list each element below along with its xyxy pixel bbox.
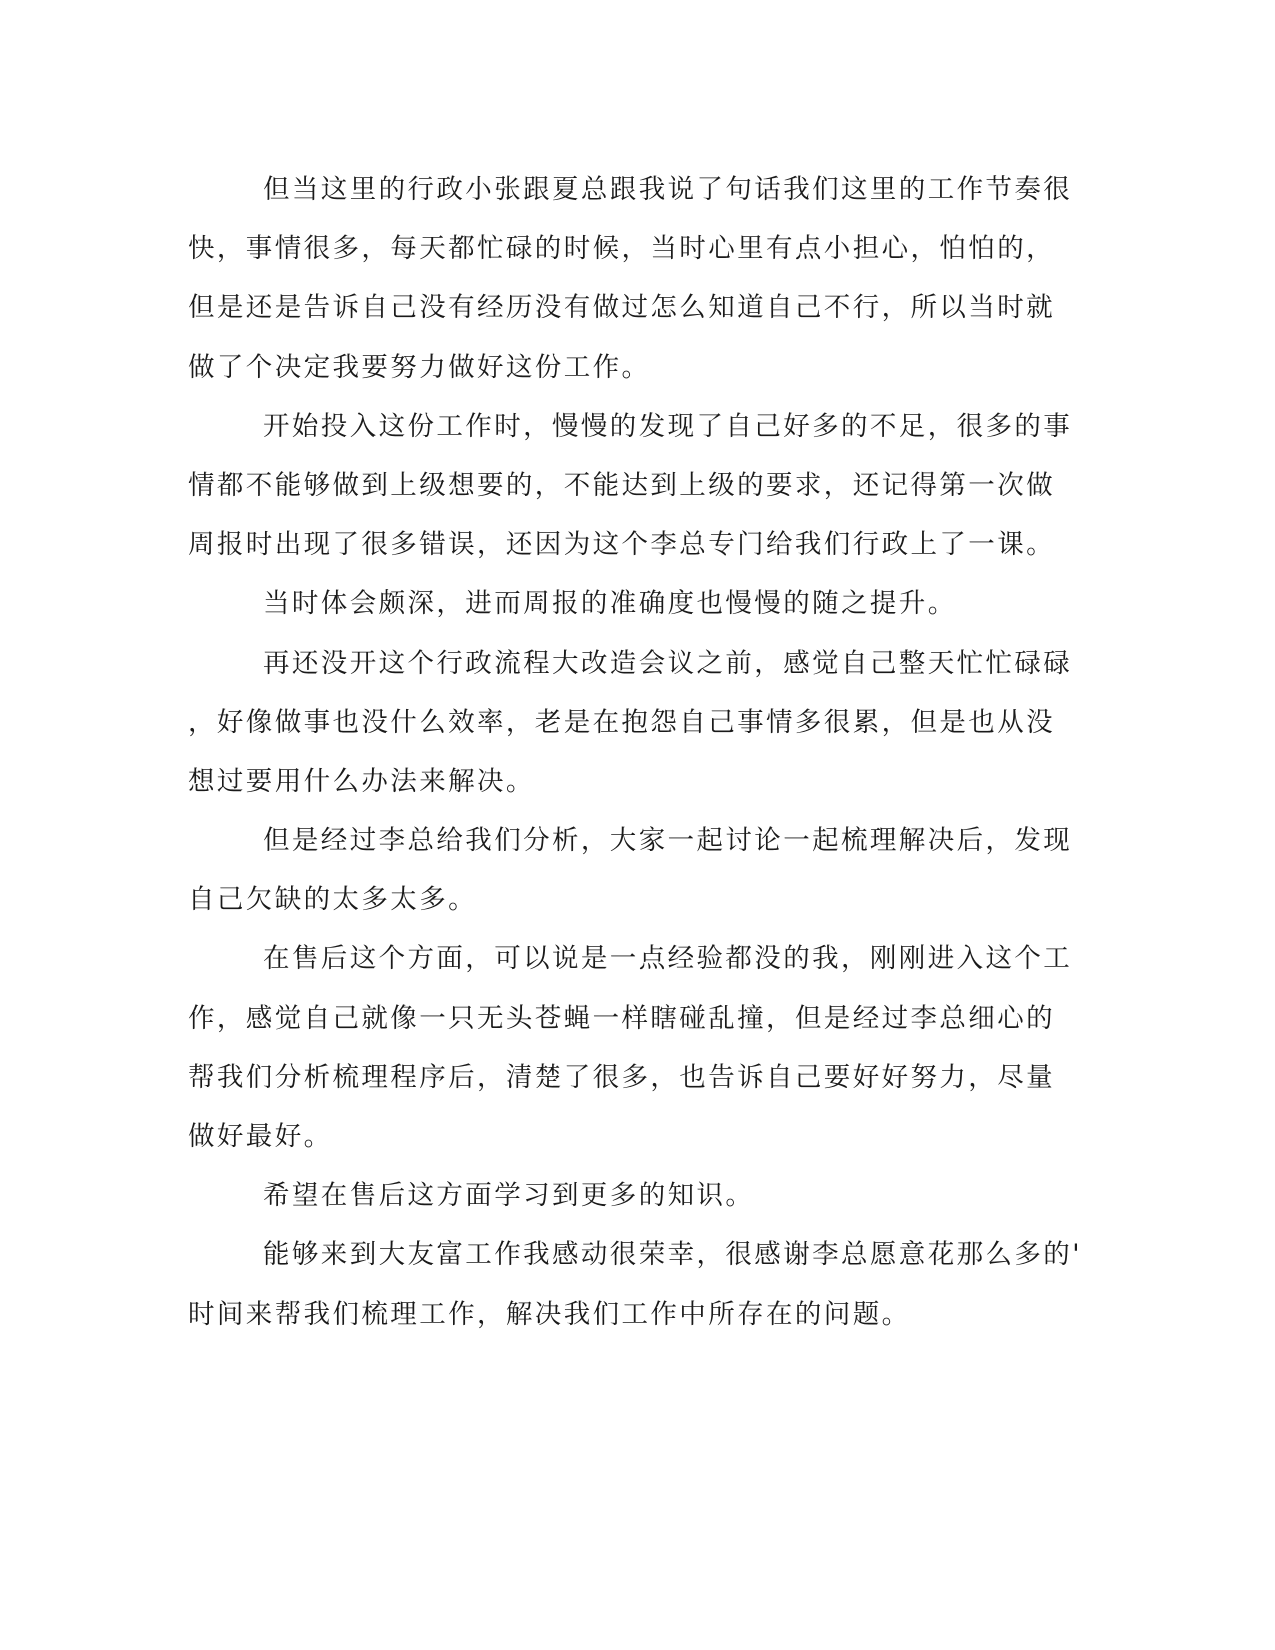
text-line: 再还没开这个行政流程大改造会议之前，感觉自己整天忙忙碌碌	[263, 647, 1073, 679]
text-line: 作，感觉自己就像一只无头苍蝇一样瞎碰乱撞，但是经过李总细心的	[188, 1002, 1055, 1034]
text-line: 时间来帮我们梳理工作，解决我们工作中所存在的问题。	[188, 1298, 911, 1330]
text-line: 当时体会颇深，进而周报的准确度也慢慢的随之提升。	[263, 588, 957, 620]
text-line: 周报时出现了很多错误，还因为这个李总专门给我们行政上了一课。	[188, 529, 1055, 561]
text-line: 想过要用什么办法来解决。	[188, 765, 535, 797]
text-line: 情都不能够做到上级想要的，不能达到上级的要求，还记得第一次做	[188, 469, 1055, 501]
text-line: ，好像做事也没什么效率，老是在抱怨自己事情多很累，但是也从没	[188, 706, 1055, 738]
text-line: 但是经过李总给我们分析，大家一起讨论一起梳理解决后，发现	[263, 825, 1073, 857]
document-body	[188, 160, 1088, 1344]
text-line: 在售后这个方面，可以说是一点经验都没的我，刚刚进入这个工	[263, 943, 1073, 975]
text-line: 但当这里的行政小张跟夏总跟我说了句话我们这里的工作节奏很	[263, 174, 1073, 205]
text-line: 能够来到大友富工作我感动很荣幸，很感谢李总愿意花那么多的'	[263, 1239, 1082, 1271]
text-line: 快，事情很多，每天都忙碌的时候，当时心里有点小担心，怕怕的，	[188, 233, 1055, 265]
text-line: 希望在售后这方面学习到更多的知识。	[263, 1180, 755, 1212]
text-line: 但是还是告诉自己没有经历没有做过怎么知道自己不行，所以当时就	[188, 292, 1055, 324]
text-line: 帮我们分析梳理程序后，清楚了很多，也告诉自己要好好努力，尽量	[188, 1061, 1055, 1093]
text-line: 做好最好。	[188, 1121, 333, 1152]
text-line: 做了个决定我要努力做好这份工作。	[188, 351, 651, 383]
text-line: 开始投入这份工作时，慢慢的发现了自己好多的不足，很多的事	[263, 410, 1073, 442]
text-line: 自己欠缺的太多太多。	[188, 884, 477, 916]
